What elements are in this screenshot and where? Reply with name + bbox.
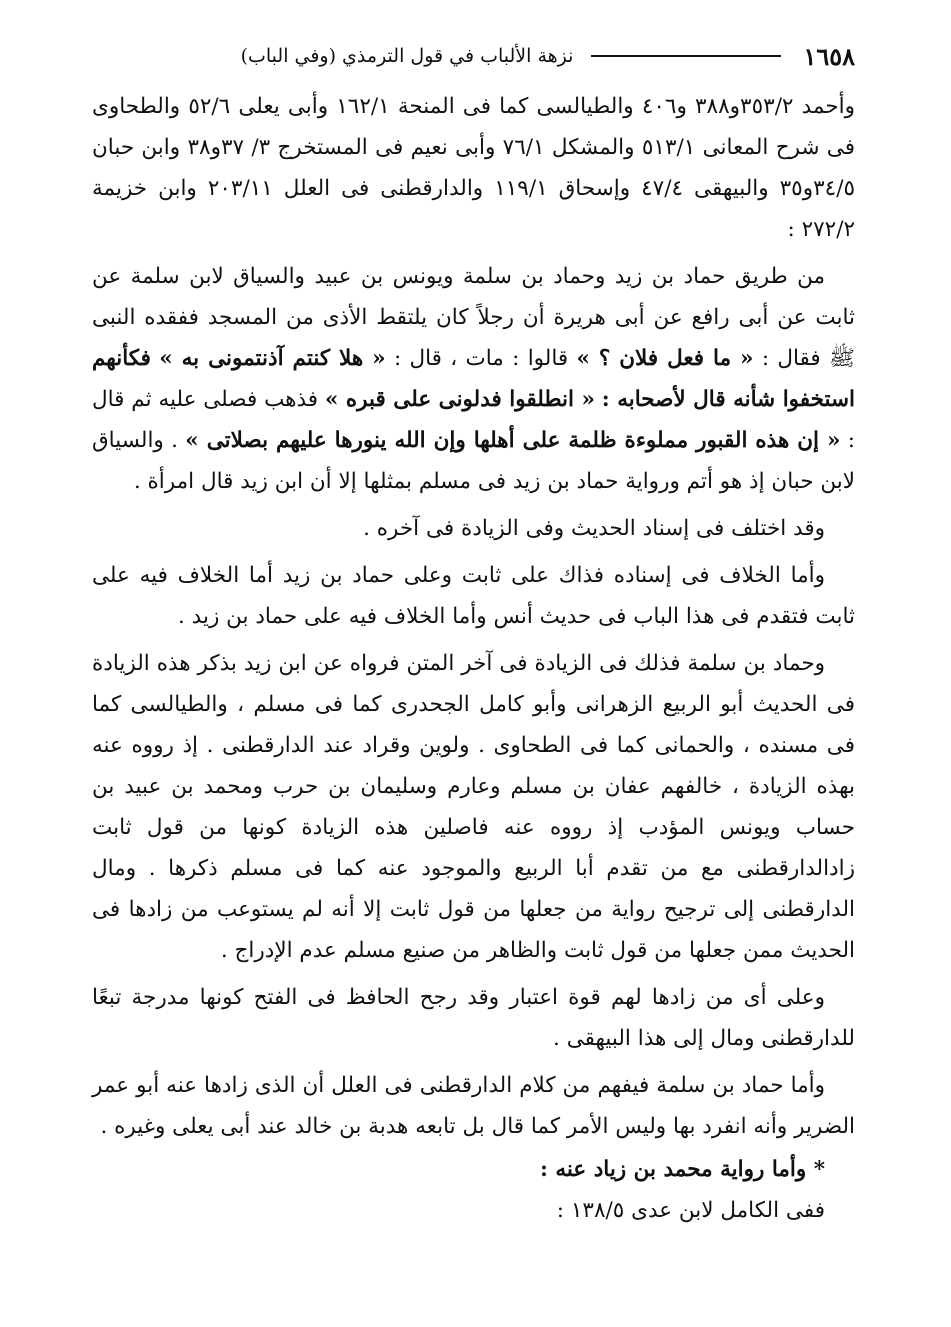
paragraph-hammad-salama: وأما حماد بن سلمة فيفهم من كلام الدارقطنى فى العلل أن الذى زادها عنه أبو عمر الضرير وأنه انفرد بها وليس الأمر كما قال بل تابعه هدبة بن خالد عند أبى يعلى وغيره . bbox=[92, 1073, 855, 1139]
paragraph-hadith bbox=[92, 256, 855, 502]
narrative-text: . والسياق لابن حبان إذ هو أتم ورواية حماد بن زيد فى مسلم بمثلها إلا أن ابن زيد قال امرأة . bbox=[92, 428, 855, 494]
hadith-quote: « انطلقوا فدلونى على قبره » bbox=[324, 387, 595, 412]
paragraph-assessment: وعلى أى من زادها لهم قوة اعتبار وقد رجح الحافظ فى الفتح كونها مدرجة تبعًا للدارقطنى ومال إلى هذا البيهقى . bbox=[92, 985, 855, 1051]
page-number: ١٦٥٨ bbox=[803, 41, 855, 71]
page-body bbox=[92, 86, 855, 1231]
hadith-quote: « إن هذه القبور مملوءة ظلمة على أهلها وإن الله ينورها عليهم بصلاتى » bbox=[185, 428, 841, 453]
page-header bbox=[92, 36, 855, 76]
narrative-text: فكأنهم استخفوا شأنه قال لأصحابه : bbox=[92, 346, 856, 412]
hadith-quote: « هلا كنتم آذنتمونى به » bbox=[159, 346, 386, 371]
paragraph-chain-dispute: وأما الخلاف فى إسناده فذاك على ثابت وعلى حماد بن زيد أما الخلاف فيه على ثابت فتقدم فى هذا الباب فى حديث أنس وأما الخلاف فيه على حماد بن زيد . bbox=[92, 563, 855, 629]
hadith-quote: « ما فعل فلان ؟ » bbox=[576, 346, 754, 371]
narrative-text: قالوا : مات ، قال : bbox=[393, 346, 569, 371]
hadith-chain: من طريق حماد بن زيد وحماد بن سلمة ويونس بن عبيد والسياق لابن سلمة عن ثابت عن أبى رافع عن أبى هريرة أن رجلاً كان يلتقط الأذى من المسجد ففقده النبى ﷺ فقال : bbox=[92, 264, 855, 371]
narrative-text: فذهب فصلى عليه ثم قال : bbox=[92, 387, 856, 453]
section-heading: * وأما رواية محمد بن زياد عنه : bbox=[539, 1157, 825, 1182]
book-page bbox=[92, 0, 855, 1327]
header-rule bbox=[591, 55, 781, 57]
paragraph-sources: وأحمد ٣٥٣/٢و٣٨٨ و٤٠٦ والطيالسى كما فى المنحة ١٦٢/١ وأبى يعلى ٥٢/٦ والطحاوى فى شرح المعانى ٥١٣/١ والمشكل ٧٦/١ وأبى نعيم فى المستخرج ٣/ ٣٧و٣٨ وابن حبان ٣٤/٥و٣٥ والبيهقى ٤٧/٤ وإسحاق ١١٩/١ والدارقطنى فى العلل ٢٠٣/١١ وابن خزيمة ٢٧٢/٢ : bbox=[92, 94, 856, 242]
paragraph-addition-dispute: وحماد بن سلمة فذلك فى الزيادة فى آخر المتن فرواه عن ابن زيد بذكر هذه الزيادة فى الحديث أبو الربيع الزهرانى وأبو كامل الجحدرى كما فى مسلم ، والطيالسى كما فى مسنده ، والحمانى كما فى الطحاوى . ولوين وقراد عند الدارقطنى . إذ رووه عنه بهذه الزيادة ، خالفهم عفان بن مسلم وعارم وسليمان بن حرب ومحمد بن عبيد بن حساب ويونس المؤدب إذ رووه عنه فاصلين هذه الزيادة كونها من قول ثابت زادالدارقطنى مع من تقدم أبا الربيع والموجود عنه كما فى مسلم ذكرها . ومال الدارقطنى إلى ترجيح رواية من جعلها من قول ثابت إلا أنه لم يستوعب من زادها فى الحديث ممن جعلها من قول ثابت والظاهر من صنيع مسلم عدم الإدراج . bbox=[92, 651, 855, 963]
paragraph-disagreement: وقد اختلف فى إسناد الحديث وفى الزيادة فى آخره . bbox=[363, 516, 825, 541]
source-reference: ففى الكامل لابن عدى ١٣٨/٥ : bbox=[556, 1198, 825, 1223]
running-title: نزهة الألباب في قول الترمذي (وفي الباب) bbox=[240, 45, 574, 67]
